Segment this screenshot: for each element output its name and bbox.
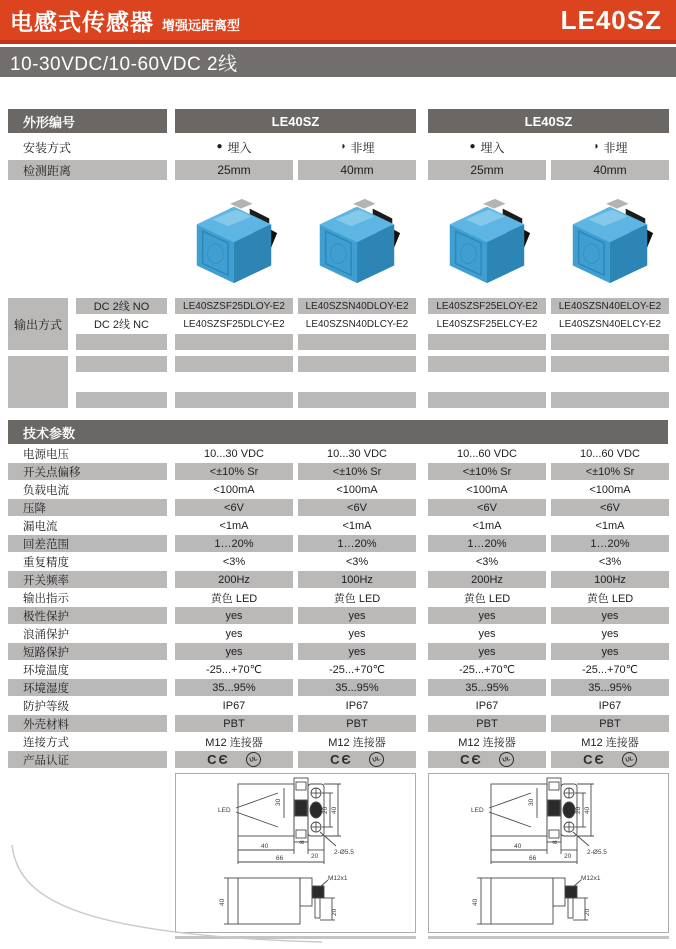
param-label: 漏电流: [23, 520, 58, 533]
param-value: 黄色 LED: [586, 592, 634, 605]
param-value: <100mA: [466, 483, 508, 496]
tech-row: [8, 517, 668, 534]
datasheet-body: [0, 109, 676, 939]
dim-40h: 40: [472, 898, 479, 906]
param-value: 10...60 VDC: [457, 447, 517, 460]
param-label: 环境湿度: [8, 679, 167, 696]
group-header-2: LE40SZ: [428, 109, 669, 133]
dim-20w: 20: [311, 853, 319, 860]
tech-row: [8, 697, 668, 714]
empty-cell: [298, 356, 416, 372]
dim-40: 40: [584, 806, 591, 814]
param-value: IP67: [475, 699, 499, 712]
tech-row: [8, 607, 668, 624]
param-value: 35...95%: [298, 679, 416, 696]
param-label: 极性保护: [8, 607, 167, 624]
empty-cell: [551, 334, 669, 350]
dimension-drawing: [175, 773, 416, 933]
param-value: <3%: [475, 555, 499, 568]
dimension-drawing-svg: [429, 774, 669, 930]
empty-cell: [76, 392, 167, 408]
mounting-cell: [175, 136, 293, 158]
param-value: yes: [551, 643, 669, 660]
param-value: PBT: [428, 715, 546, 732]
param-value: <3%: [222, 555, 246, 568]
param-value: <6V: [298, 499, 416, 516]
tech-row: [8, 715, 668, 732]
param-value: -25...+70℃: [458, 664, 516, 676]
certification-marks: [428, 751, 546, 768]
dimension-drawing: [428, 773, 669, 933]
empty-cell: [428, 356, 546, 372]
param-value: -25...+70℃: [581, 664, 639, 676]
certification-marks: [298, 751, 416, 768]
dim-8: 8: [299, 840, 306, 844]
dim-40w: 40: [261, 843, 269, 850]
empty-label-box: [8, 356, 68, 408]
product-photo: [551, 184, 669, 296]
dimension-drawing-svg: [176, 774, 416, 930]
part-number: LE40SZSN40DLCY-E2: [305, 318, 409, 330]
empty-cell: [298, 392, 416, 408]
dimension-drawings-row: [8, 773, 668, 933]
dim-40h: 40: [219, 898, 226, 906]
mounting-row: [8, 136, 668, 158]
ce-mark-icon: CЄ: [207, 752, 230, 767]
param-label: 产品认证: [8, 751, 167, 768]
empty-cell: [428, 334, 546, 350]
param-value: <1mA: [342, 519, 372, 532]
part-number: LE40SZSF25ELCY-E2: [436, 318, 538, 330]
voltage-banner: [0, 47, 676, 77]
param-value: M12 连接器: [205, 736, 263, 749]
param-value: <1mA: [595, 519, 625, 532]
certification-marks: [551, 751, 669, 768]
param-value: yes: [428, 643, 546, 660]
param-value: <100mA: [589, 483, 631, 496]
sensor-photo-svg: [438, 194, 536, 286]
shape-corner-label: 外形编号: [8, 109, 167, 133]
tech-row: [8, 445, 668, 462]
param-label: 重复精度: [23, 556, 69, 569]
param-value: 黄色 LED: [333, 592, 381, 605]
tech-row: [8, 679, 668, 696]
part-number: LE40SZSN40DLOY-E2: [298, 298, 416, 314]
cutoff-bar: [428, 936, 669, 939]
param-value: 200Hz: [175, 571, 293, 588]
tech-section-header: 技术参数: [8, 420, 668, 444]
param-value: yes: [298, 607, 416, 624]
dim-30: 30: [275, 798, 282, 806]
tech-row: [8, 553, 668, 570]
param-value: PBT: [175, 715, 293, 732]
page-title: 电感式传感器: [10, 8, 154, 35]
tech-row: [8, 535, 668, 552]
param-value: yes: [225, 627, 243, 640]
mounting-label: 安装方式: [23, 140, 72, 155]
non-flush-icon: ◑: [592, 140, 599, 152]
distance-label: 检测距离: [8, 160, 167, 180]
output-section: [8, 298, 668, 350]
empty-cell: [551, 392, 669, 408]
dim-66: 66: [529, 855, 537, 862]
tech-row: [8, 463, 668, 480]
empty-cell: [298, 334, 416, 350]
mounting-text: 埋入: [480, 140, 505, 155]
empty-cell: [551, 356, 669, 372]
param-value: 35...95%: [551, 679, 669, 696]
part-number: LE40SZSF25DLOY-E2: [175, 298, 293, 314]
distance-value: 25mm: [428, 160, 546, 180]
part-number: LE40SZSN40ELCY-E2: [559, 318, 661, 330]
ce-mark-icon: CЄ: [330, 752, 353, 767]
output-type-no: DC 2线 NO: [76, 298, 167, 314]
dim-8: 8: [552, 840, 559, 844]
param-value: <6V: [175, 499, 293, 516]
led-label: LED: [471, 807, 484, 814]
param-value: 10...60 VDC: [580, 447, 640, 460]
flush-icon: ●: [216, 140, 223, 152]
page-header: [0, 0, 676, 44]
product-photos-row: [8, 184, 668, 296]
tech-row: [8, 751, 668, 768]
param-value: 1…20%: [428, 535, 546, 552]
led-label: LED: [218, 807, 231, 814]
empty-cell: [428, 392, 546, 408]
param-value: <6V: [551, 499, 669, 516]
ul-mark-icon: UL: [244, 750, 262, 768]
sensor-photo-svg: [185, 194, 283, 286]
param-value: 100Hz: [551, 571, 669, 588]
param-label: 开关频率: [8, 571, 167, 588]
param-value: <3%: [345, 555, 369, 568]
param-value: IP67: [345, 699, 369, 712]
param-value: <100mA: [336, 483, 378, 496]
param-value: <±10% Sr: [298, 463, 416, 480]
thread-note: M12x1: [328, 875, 348, 882]
ce-mark-icon: CЄ: [583, 752, 606, 767]
part-number: LE40SZSN40ELOY-E2: [551, 298, 669, 314]
param-value: 黄色 LED: [463, 592, 511, 605]
tech-row: [8, 571, 668, 588]
distance-value: 25mm: [175, 160, 293, 180]
param-label: 浪涌保护: [23, 628, 69, 641]
thread-note: M12x1: [581, 875, 601, 882]
flush-icon: ●: [469, 140, 476, 152]
param-value: yes: [428, 607, 546, 624]
param-value: 1…20%: [175, 535, 293, 552]
param-label: 回差范围: [8, 535, 167, 552]
param-value: <±10% Sr: [551, 463, 669, 480]
param-value: <±10% Sr: [428, 463, 546, 480]
param-label: 短路保护: [8, 643, 167, 660]
ul-mark-icon: UL: [367, 750, 385, 768]
tech-row: [8, 625, 668, 642]
non-flush-icon: ◑: [339, 140, 346, 152]
tech-row: [8, 589, 668, 606]
voltage-text: 10-30VDC/10-60VDC 2线: [10, 53, 238, 75]
dim-40: 40: [331, 806, 338, 814]
cutoff-bar: [175, 936, 416, 939]
dim-66: 66: [276, 855, 284, 862]
param-label: 负载电流: [23, 484, 69, 497]
param-label: 电源电压: [23, 448, 69, 461]
ce-mark-icon: CЄ: [460, 752, 483, 767]
param-label: 开关点偏移: [8, 463, 167, 480]
part-number: LE40SZSF25DLCY-E2: [183, 318, 285, 330]
param-value: 100Hz: [298, 571, 416, 588]
mounting-cell: [428, 136, 546, 158]
empty-cell: [76, 356, 167, 372]
tech-row: [8, 481, 668, 498]
param-value: <±10% Sr: [175, 463, 293, 480]
group-header-1: LE40SZ: [175, 109, 416, 133]
mounting-text: 非埋: [350, 140, 375, 155]
shape-header-row: [8, 109, 668, 133]
distance-value: 40mm: [551, 160, 669, 180]
distance-value: 40mm: [298, 160, 416, 180]
output-type-nc: DC 2线 NC: [93, 319, 149, 331]
param-value: <6V: [428, 499, 546, 516]
param-value: <1mA: [472, 519, 502, 532]
param-value: 1…20%: [298, 535, 416, 552]
param-value: 10...30 VDC: [204, 447, 264, 460]
page-cutoff-row: [8, 936, 668, 939]
dim-20h: 20: [584, 908, 591, 916]
param-value: M12 连接器: [328, 736, 386, 749]
param-value: M12 连接器: [581, 736, 639, 749]
holes-note: 2-Ø5.5: [334, 849, 354, 856]
output-section-empty: [8, 356, 668, 408]
param-value: yes: [551, 607, 669, 624]
ul-mark-icon: UL: [497, 750, 515, 768]
param-value: yes: [298, 643, 416, 660]
dim-40w: 40: [514, 843, 522, 850]
product-photo: [428, 184, 546, 296]
mounting-cell: [551, 136, 669, 158]
model-number: LE40SZ: [560, 4, 662, 35]
param-value: <100mA: [213, 483, 255, 496]
holes-note: 2-Ø5.5: [587, 849, 607, 856]
ul-mark-icon: UL: [620, 750, 638, 768]
empty-cell: [175, 392, 293, 408]
tech-row: [8, 643, 668, 660]
mounting-text: 非埋: [603, 140, 628, 155]
tech-parameter-table: [8, 445, 668, 768]
param-value: 10...30 VDC: [327, 447, 387, 460]
page-subtitle: 增强远距离型: [162, 17, 241, 33]
param-label: 输出指示: [23, 592, 69, 605]
certification-marks: [175, 751, 293, 768]
tech-row: [8, 733, 668, 750]
dim-20h: 20: [331, 908, 338, 916]
empty-cell: [175, 356, 293, 372]
param-value: yes: [478, 627, 496, 640]
param-label: 环境温度: [23, 664, 69, 677]
empty-cell: [175, 334, 293, 350]
param-label: 防护等级: [23, 700, 69, 713]
param-value: IP67: [222, 699, 246, 712]
param-value: -25...+70℃: [328, 664, 386, 676]
param-value: 35...95%: [428, 679, 546, 696]
dim-20w: 20: [564, 853, 572, 860]
sensor-photo-svg: [561, 194, 659, 286]
output-label: 输出方式: [8, 298, 68, 350]
param-value: <1mA: [219, 519, 249, 532]
dim-20: 20: [322, 806, 329, 814]
param-value: 黄色 LED: [210, 592, 258, 605]
param-value: yes: [348, 627, 366, 640]
mounting-text: 埋入: [227, 140, 252, 155]
param-label: 外壳材料: [8, 715, 167, 732]
param-value: PBT: [551, 715, 669, 732]
param-value: yes: [175, 607, 293, 624]
param-value: M12 连接器: [458, 736, 516, 749]
param-value: 35...95%: [175, 679, 293, 696]
param-value: IP67: [598, 699, 622, 712]
param-label: 连接方式: [23, 736, 69, 749]
param-label: 压降: [8, 499, 167, 516]
tech-row: [8, 499, 668, 516]
empty-cell: [76, 334, 167, 350]
mounting-cell: [298, 136, 416, 158]
product-photo: [175, 184, 293, 296]
param-value: -25...+70℃: [205, 664, 263, 676]
param-value: 1…20%: [551, 535, 669, 552]
sensor-photo-svg: [308, 194, 406, 286]
distance-row: [8, 160, 668, 180]
tech-row: [8, 661, 668, 678]
dim-30: 30: [528, 798, 535, 806]
param-value: yes: [601, 627, 619, 640]
param-value: 200Hz: [428, 571, 546, 588]
param-value: PBT: [298, 715, 416, 732]
param-value: <3%: [598, 555, 622, 568]
part-number: LE40SZSF25ELOY-E2: [428, 298, 546, 314]
dim-20: 20: [575, 806, 582, 814]
param-value: yes: [175, 643, 293, 660]
product-photo: [298, 184, 416, 296]
